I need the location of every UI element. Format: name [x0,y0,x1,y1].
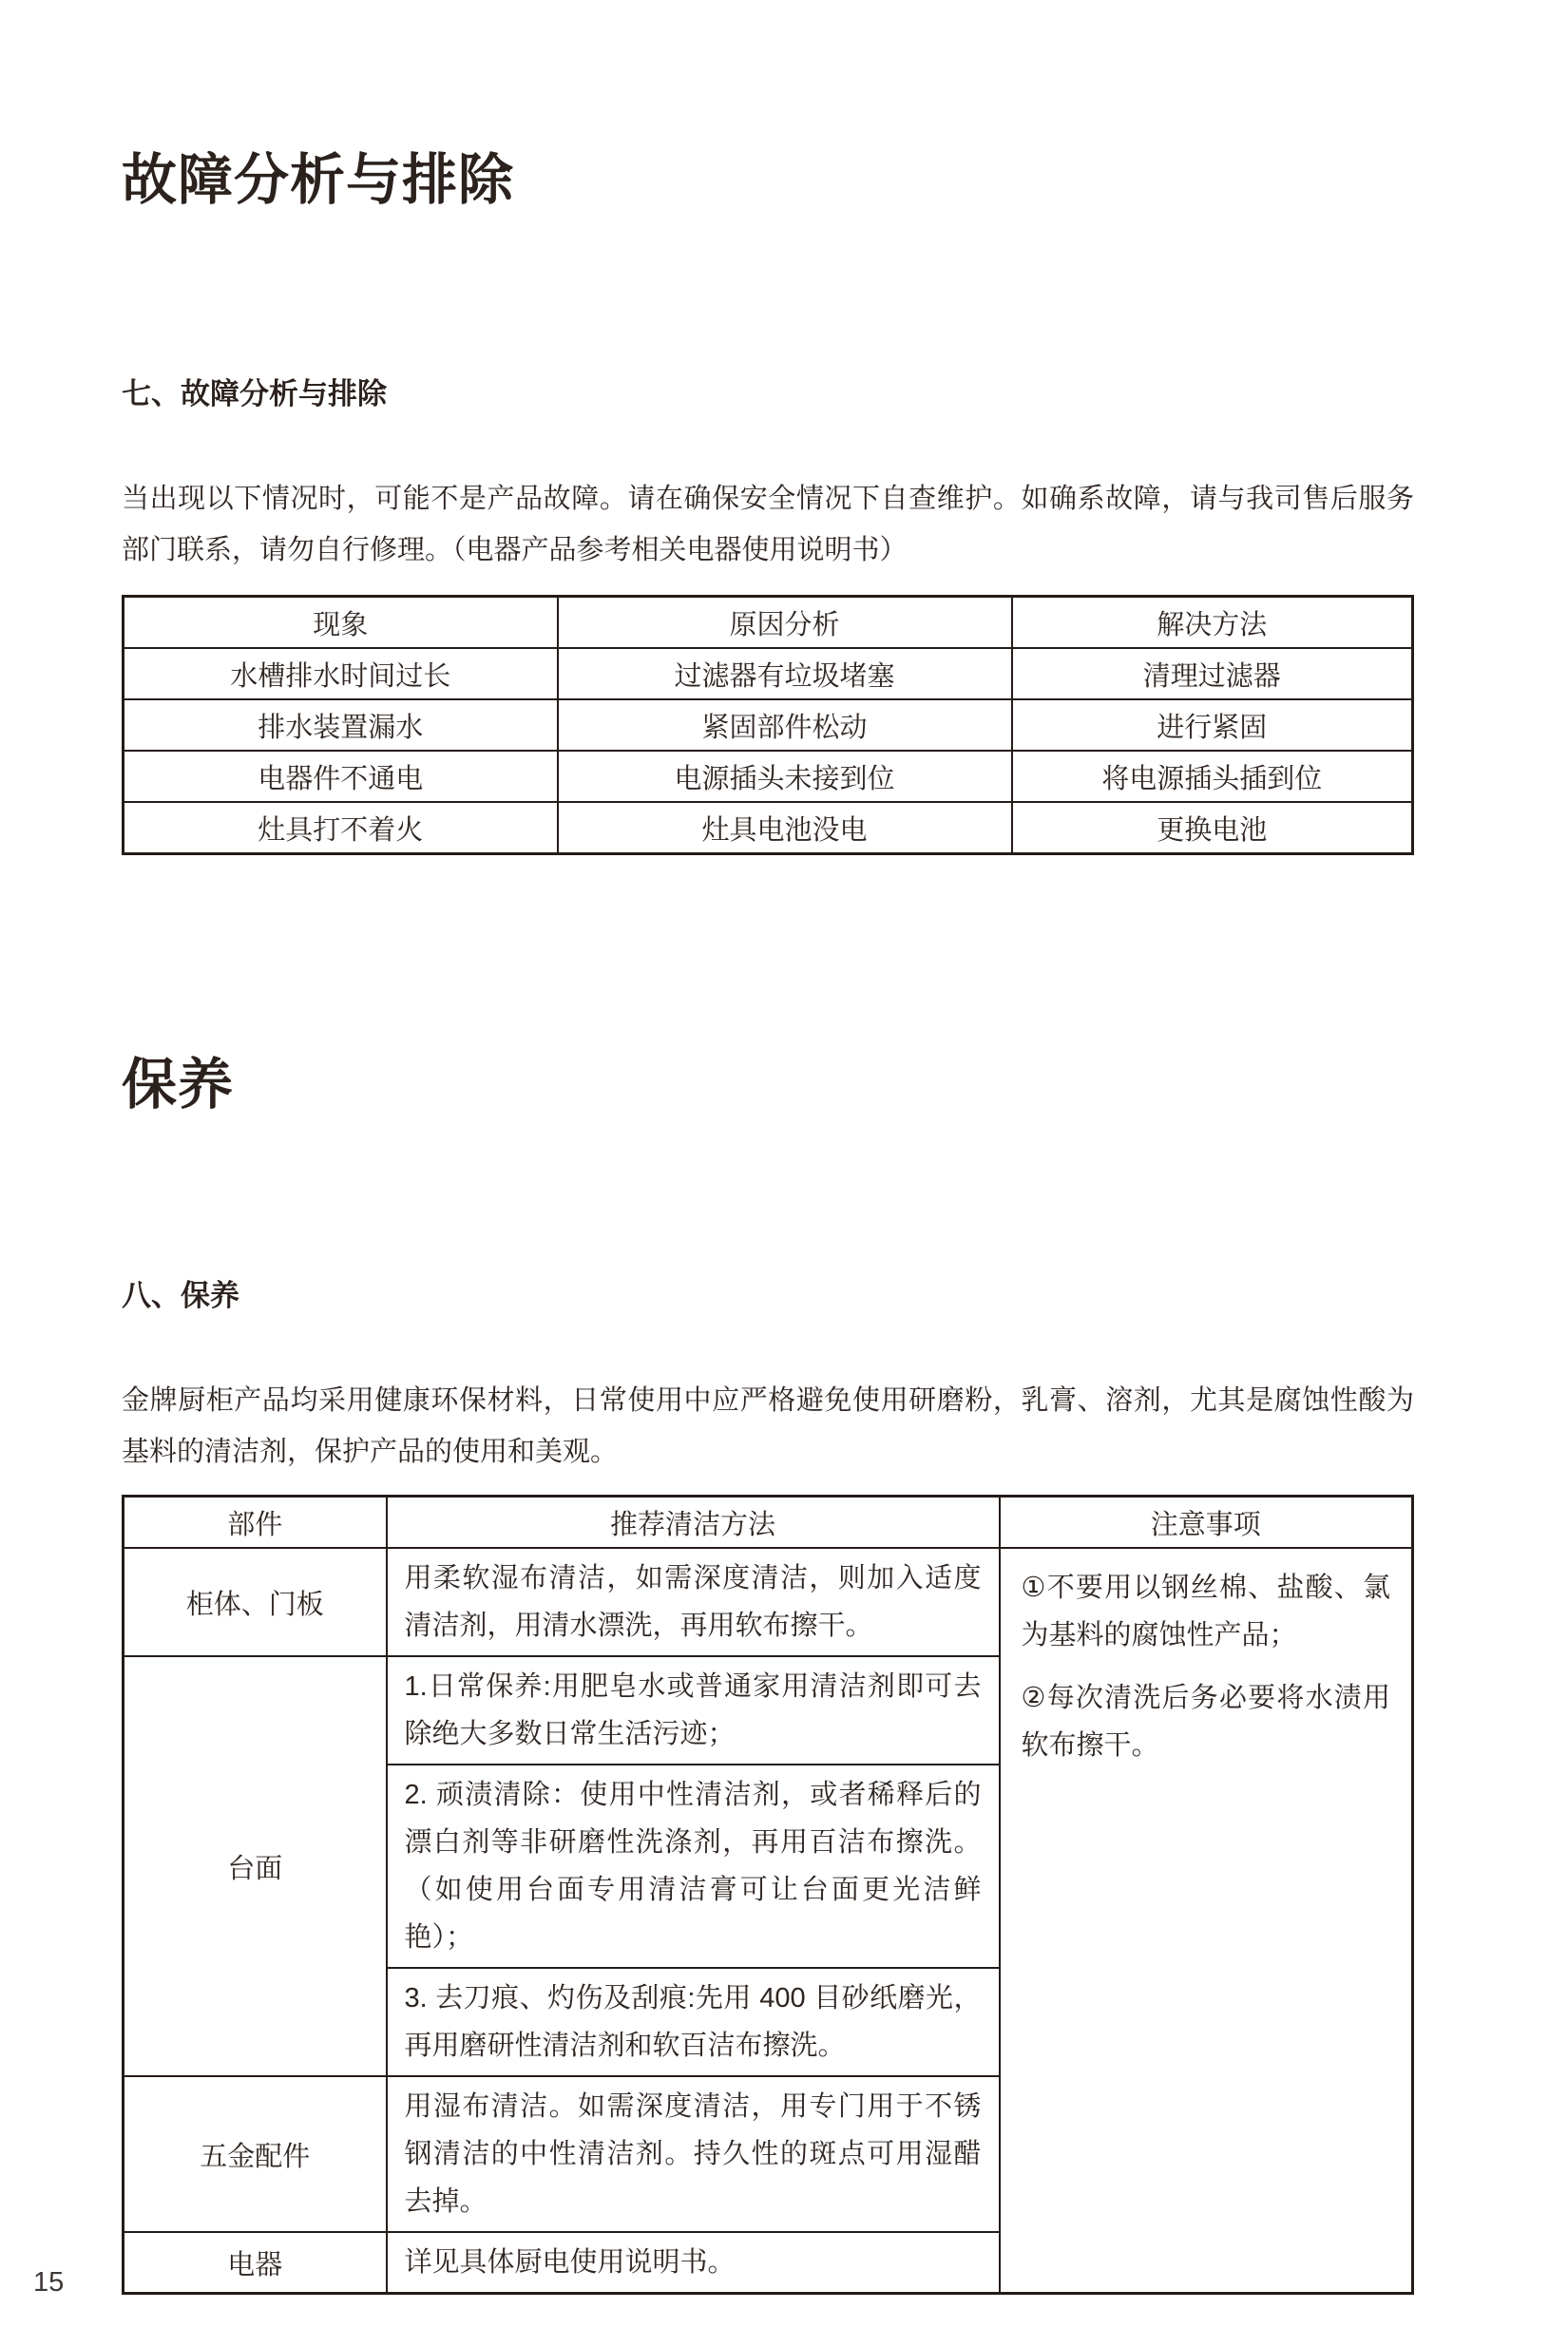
method-cell-countertop-stains: 2. 顽渍清除：使用中性清洁剂，或者稀释后的漂白剂等非研磨性洗涤剂，再用百洁布擦洗。（如使用台面专用清洁膏可让台面更光洁鲜艳）； [387,1765,1000,1968]
column-header-part: 部件 [124,1497,387,1549]
precaution-note-2: ②每次清洗后务必要将水渍用软布擦干。 [1021,1683,1390,1761]
troubleshooting-table [122,595,1414,855]
page-title-maintenance: 保养 [122,1054,235,1116]
column-header-cleaning-method: 推荐清洁方法 [387,1497,1000,1549]
part-cell-appliance: 电器 [124,2232,387,2294]
table-row-cabinet [124,1548,1413,1656]
maintenance-intro: 金牌厨柜产品均采用健康环保材料，日常使用中应严格避免使用研磨粉，乳膏、溶剂，尤其是腐蚀性酸为基料的清洁剂，保护产品的使用和美观。 [122,1385,1414,1467]
precaution-note-1: ①不要用以钢丝棉、盐酸、氯为基料的腐蚀性产品； [1021,1573,1390,1651]
method-cell-cabinet: 用柔软湿布清洁，如需深度清洁，则加入适度清洁剂，用清水漂洗，再用软布擦干。 [387,1548,1000,1656]
table-cell: 电器件不通电 [124,751,558,802]
method-cell-countertop-daily: 1.日常保养:用肥皂水或普通家用清洁剂即可去除绝大多数日常生活污迹； [387,1656,1000,1765]
part-cell-hardware: 五金配件 [124,2076,387,2232]
part-cell-countertop: 台面 [124,1656,387,2076]
table-cell: 清理过滤器 [1012,648,1413,699]
table-row [124,648,1413,699]
method-cell-hardware: 用湿布清洁。如需深度清洁，用专门用于不锈钢清洁的中性清洁剂。持久性的斑点可用湿醋去掉。 [387,2076,1000,2232]
table-cell: 紧固部件松动 [558,699,1012,751]
table-header-row [124,1497,1413,1549]
column-header-solution: 解决方法 [1012,597,1413,649]
column-header-precautions: 注意事项 [1000,1497,1413,1549]
page-content [122,0,1414,2295]
table-cell: 排水装置漏水 [124,699,558,751]
table-cell: 过滤器有垃圾堵塞 [558,648,1012,699]
troubleshooting-intro: 当出现以下情况时，可能不是产品故障。请在确保安全情况下自查维护。如确系故障，请与我司售后服务部门联系，请勿自行修理。（电器产品参考相关电器使用说明书） [122,484,1414,565]
page-title-troubleshooting: 故障分析与排除 [122,149,515,211]
table-cell: 灶具打不着火 [124,802,558,854]
column-header-phenomenon: 现象 [124,597,558,649]
method-cell-appliance: 详见具体厨电使用说明书。 [387,2232,1000,2294]
table-header-row [124,597,1413,649]
section-heading-8: 八、保养 [122,1279,239,1312]
table-row [124,699,1413,751]
table-cell: 灶具电池没电 [558,802,1012,854]
table-cell: 水槽排水时间过长 [124,648,558,699]
table-cell: 电源插头未接到位 [558,751,1012,802]
part-cell-cabinet: 柜体、门板 [124,1548,387,1656]
table-row [124,802,1413,854]
table-row [124,751,1413,802]
maintenance-table [122,1495,1414,2295]
precautions-cell [1000,1548,1413,2294]
method-cell-countertop-scratches: 3. 去刀痕、灼伤及刮痕:先用 400 目砂纸磨光，再用磨研性清洁剂和软百洁布擦洗。 [387,1968,1000,2076]
table-cell: 进行紧固 [1012,699,1413,751]
table-cell: 将电源插头插到位 [1012,751,1413,802]
page-number: 15 [33,2267,65,2298]
table-cell: 更换电池 [1012,802,1413,854]
section-heading-7: 七、故障分析与排除 [122,377,387,410]
column-header-cause: 原因分析 [558,597,1012,649]
